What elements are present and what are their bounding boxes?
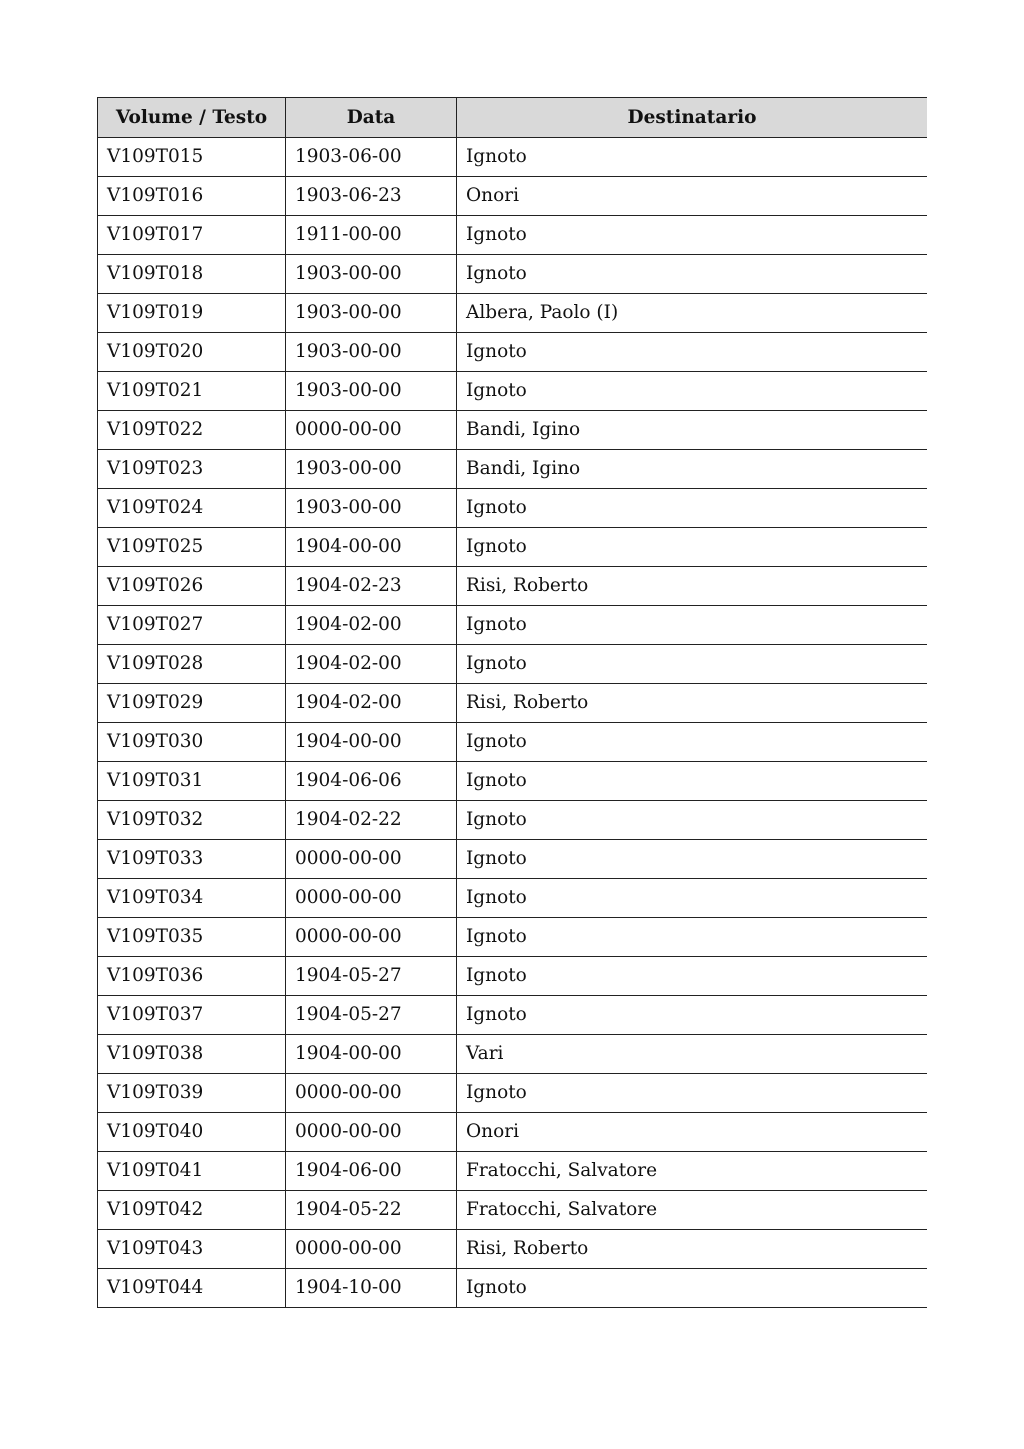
table-row	[98, 138, 928, 177]
table-row	[98, 294, 928, 333]
table-row	[98, 801, 928, 840]
cell-data: 1904-05-22	[286, 1191, 457, 1230]
cell-destinatario: Ignoto	[457, 372, 928, 411]
cell-volume-testo: V109T019	[98, 294, 286, 333]
table-row	[98, 723, 928, 762]
cell-volume-testo: V109T044	[98, 1269, 286, 1308]
cell-destinatario: Ignoto	[457, 1074, 928, 1113]
cell-volume-testo: V109T029	[98, 684, 286, 723]
cell-destinatario: Risi, Roberto	[457, 684, 928, 723]
table-row	[98, 411, 928, 450]
cell-destinatario: Ignoto	[457, 879, 928, 918]
table-row	[98, 840, 928, 879]
cell-destinatario: Ignoto	[457, 762, 928, 801]
table-row	[98, 606, 928, 645]
cell-destinatario: Ignoto	[457, 489, 928, 528]
cell-data: 1903-00-00	[286, 255, 457, 294]
cell-data: 1904-00-00	[286, 723, 457, 762]
cell-volume-testo: V109T033	[98, 840, 286, 879]
table-row	[98, 333, 928, 372]
cell-destinatario: Risi, Roberto	[457, 567, 928, 606]
cell-volume-testo: V109T039	[98, 1074, 286, 1113]
cell-volume-testo: V109T032	[98, 801, 286, 840]
cell-volume-testo: V109T025	[98, 528, 286, 567]
cell-data: 0000-00-00	[286, 1113, 457, 1152]
cell-data: 0000-00-00	[286, 840, 457, 879]
cell-data: 1904-02-00	[286, 606, 457, 645]
cell-volume-testo: V109T021	[98, 372, 286, 411]
table-header-row	[98, 98, 928, 138]
cell-volume-testo: V109T027	[98, 606, 286, 645]
cell-data: 1903-06-23	[286, 177, 457, 216]
letters-table-container	[97, 97, 927, 1312]
cell-volume-testo: V109T022	[98, 411, 286, 450]
letters-table	[97, 97, 927, 1308]
table-row	[98, 372, 928, 411]
cell-data: 1903-00-00	[286, 294, 457, 333]
cell-volume-testo: V109T035	[98, 918, 286, 957]
table-row	[98, 177, 928, 216]
cell-data: 1903-00-00	[286, 450, 457, 489]
table-row	[98, 1191, 928, 1230]
cell-volume-testo: V109T024	[98, 489, 286, 528]
table-row	[98, 567, 928, 606]
table-row	[98, 879, 928, 918]
cell-volume-testo: V109T028	[98, 645, 286, 684]
cell-data: 0000-00-00	[286, 411, 457, 450]
cell-data: 1904-06-00	[286, 1152, 457, 1191]
cell-volume-testo: V109T038	[98, 1035, 286, 1074]
cell-data: 1904-00-00	[286, 528, 457, 567]
cell-data: 0000-00-00	[286, 1230, 457, 1269]
cell-destinatario: Bandi, Igino	[457, 450, 928, 489]
table-row	[98, 1074, 928, 1113]
cell-data: 1911-00-00	[286, 216, 457, 255]
cell-volume-testo: V109T041	[98, 1152, 286, 1191]
cell-destinatario: Ignoto	[457, 840, 928, 879]
cell-data: 1904-06-06	[286, 762, 457, 801]
cell-destinatario: Ignoto	[457, 1269, 928, 1308]
cell-volume-testo: V109T036	[98, 957, 286, 996]
cell-destinatario: Bandi, Igino	[457, 411, 928, 450]
cell-volume-testo: V109T016	[98, 177, 286, 216]
cell-data: 1903-00-00	[286, 372, 457, 411]
cell-data: 1904-02-23	[286, 567, 457, 606]
cell-destinatario: Ignoto	[457, 333, 928, 372]
cell-volume-testo: V109T037	[98, 996, 286, 1035]
cell-data: 1903-00-00	[286, 489, 457, 528]
cell-destinatario: Onori	[457, 1113, 928, 1152]
cell-data: 0000-00-00	[286, 918, 457, 957]
table-row	[98, 450, 928, 489]
cell-destinatario: Fratocchi, Salvatore	[457, 1191, 928, 1230]
cell-destinatario: Vari	[457, 1035, 928, 1074]
table-row	[98, 1035, 928, 1074]
cell-destinatario: Risi, Roberto	[457, 1230, 928, 1269]
table-row	[98, 489, 928, 528]
cell-destinatario: Ignoto	[457, 957, 928, 996]
cell-destinatario: Ignoto	[457, 801, 928, 840]
header-data: Data	[286, 98, 457, 138]
table-row	[98, 255, 928, 294]
cell-destinatario: Ignoto	[457, 216, 928, 255]
cell-destinatario: Ignoto	[457, 918, 928, 957]
table-body	[98, 138, 928, 1308]
cell-volume-testo: V109T015	[98, 138, 286, 177]
header-destinatario: Destinatario	[457, 98, 928, 138]
cell-data: 1904-02-00	[286, 684, 457, 723]
table-row	[98, 1269, 928, 1308]
cell-volume-testo: V109T017	[98, 216, 286, 255]
cell-data: 1904-02-00	[286, 645, 457, 684]
cell-data: 1904-02-22	[286, 801, 457, 840]
table-row	[98, 645, 928, 684]
cell-data: 1903-00-00	[286, 333, 457, 372]
cell-destinatario: Ignoto	[457, 255, 928, 294]
table-row	[98, 1152, 928, 1191]
table-row	[98, 957, 928, 996]
cell-volume-testo: V109T042	[98, 1191, 286, 1230]
cell-data: 0000-00-00	[286, 1074, 457, 1113]
table-row	[98, 762, 928, 801]
cell-data: 1903-06-00	[286, 138, 457, 177]
cell-data: 1904-05-27	[286, 996, 457, 1035]
cell-destinatario: Ignoto	[457, 138, 928, 177]
cell-destinatario: Fratocchi, Salvatore	[457, 1152, 928, 1191]
cell-destinatario: Ignoto	[457, 645, 928, 684]
cell-destinatario: Ignoto	[457, 606, 928, 645]
table-row	[98, 1113, 928, 1152]
cell-data: 0000-00-00	[286, 879, 457, 918]
table-row	[98, 528, 928, 567]
cell-destinatario: Ignoto	[457, 528, 928, 567]
cell-destinatario: Ignoto	[457, 723, 928, 762]
cell-destinatario: Onori	[457, 177, 928, 216]
cell-destinatario: Albera, Paolo (I)	[457, 294, 928, 333]
cell-data: 1904-05-27	[286, 957, 457, 996]
cell-volume-testo: V109T040	[98, 1113, 286, 1152]
cell-volume-testo: V109T026	[98, 567, 286, 606]
cell-volume-testo: V109T031	[98, 762, 286, 801]
cell-destinatario: Ignoto	[457, 996, 928, 1035]
table-row	[98, 684, 928, 723]
cell-volume-testo: V109T043	[98, 1230, 286, 1269]
table-row	[98, 216, 928, 255]
cell-volume-testo: V109T023	[98, 450, 286, 489]
cell-data: 1904-00-00	[286, 1035, 457, 1074]
cell-volume-testo: V109T020	[98, 333, 286, 372]
table-row	[98, 1230, 928, 1269]
cell-data: 1904-10-00	[286, 1269, 457, 1308]
table-row	[98, 996, 928, 1035]
cell-volume-testo: V109T018	[98, 255, 286, 294]
cell-volume-testo: V109T030	[98, 723, 286, 762]
table-row	[98, 918, 928, 957]
cell-volume-testo: V109T034	[98, 879, 286, 918]
header-volume-testo: Volume / Testo	[98, 98, 286, 138]
